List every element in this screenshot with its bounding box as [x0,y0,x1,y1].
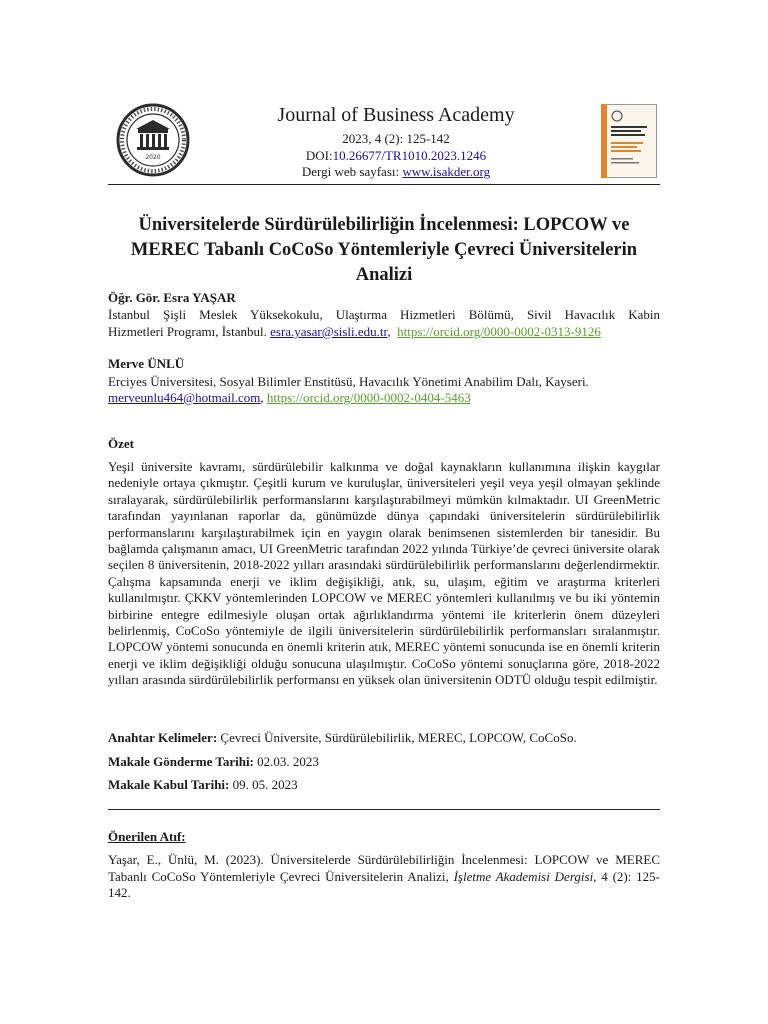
journal-doi [190,148,602,164]
author-2-contact [108,389,660,406]
doi-label: DOI: [305,148,333,163]
author-2-name: Merve ÜNLÜ [108,356,185,371]
citation-text-after: 4 (2): 125-142. [108,868,660,900]
author-2-email-link[interactable]: merveunlu464@hotmail.com [108,390,261,405]
acceptance-date [108,777,660,793]
author-1-affiliation-cont: Hizmetleri Programı, İstanbul. [108,324,271,339]
website-link[interactable]: www.isakder.org [402,164,491,179]
author-1-email-link[interactable]: esra.yasar@sisli.edu.tr [270,324,388,339]
acceptance-label: Makale Kabul Tarihi: [108,777,233,792]
journal-cover-thumbnail [601,104,657,178]
section-divider [108,809,660,810]
submission-date [108,754,660,770]
journal-logo [116,103,190,177]
journal-website [190,164,602,180]
author-2-separator: , [260,390,267,405]
article-title: Üniversitelerde Sürdürülebilirliğin İncelenmesi: LOPCOW ve MEREC Tabanlı CoCoSo Yöntemleriyle Çevreci Üniversitelerin Analizi [130,215,638,285]
doi-link[interactable]: 10.26677/TR1010.2023.1246 [332,148,487,163]
author-1-separator: , [387,324,398,339]
svg-text:2020: 2020 [145,154,161,161]
citation-text-before: Yaşar, E., Ünlü, M. (2023). Üniversitelerde Sürdürülebilirliğin İncelenmesi: LOPCOW ve MEREC Tabanlı CoCoSo Yöntemleriyle Çevreci Üniversitelerin Analizi, [108,852,660,884]
author-1-name: Öğr. Gör. Esra YAŞAR [108,290,236,305]
abstract-heading: Özet [108,436,134,451]
author-1-affiliation: İstanbul Şişli Meslek Yüksekokulu, Ulaştırma Hizmetleri Bölümü, Sivil Havacılık Kabin [108,307,660,322]
citation-journal: İşletme Akademisi Dergisi, [453,868,597,884]
abstract-text: Yeşil üniversite kavramı, sürdürülebilir kalkınma ve doğal kaynakların kullanımına ilişkin kaygılar nedeniyle ortaya çıkmıştır. Çeşitli kurum ve kuruluşlar, üniversiteleri yeşil veya yeşil olmayan şeklinde sıralayarak, sürdürülebilirlik performanslarını karşılaştırabilmeyi mümkün kılmaktadır. UI GreenMetric tarafından yayınlanan raporlar da, günümüzde dünya çapındaki üniversitelerin sürdürülebilirlik performanslarını karşılaştırabilmek için en yaygın olarak benimsenen sistemlerden bir tanesidir. Bu bağlamda çalışmanın amacı, UI GreenMetric tarafından 2022 yılında Türkiye’de çevreci üniversite olarak seçilen 8 üniversitenin, 2018-2022 yılları arasındaki sürdürülebilirlik performanslarını değerlendirmektir. Çalışma kapsamında enerji ve iklim değişikliği, atık, su, ulaşım, eğitim ve araştırma kriterleri kullanılmıştır. ÇKKV yöntemlerinden LOPCOW ve MEREC yöntemleri kullanılmış ve bu iki yöntemin birbirine entegre edilmesiyle oluşan ortak ağırlıklandırma yöntemi ile kriterlerin önem düzeyleri belirlenmiş, CoCoSo yöntemiyle de ilgili üniversitelerin sürdürülebilirlik performansları sıralanmıştır. LOPCOW yöntemi sonucunda en önemli kriterin atık, MEREC yöntemi sonucunda ise en önemli kriterin enerji ve iklim değişikliği olduğu sonucuna ulaşılmıştır. CoCoSo yöntemi sonuçlarına göre, 2018-2022 yılları arasında sürdürülebilirlik performansı en yüksek olan üniversitenin ODTÜ olduğu tespit edilmiştir. [108,459,660,688]
header-divider [108,184,660,185]
author-2-affiliation: Erciyes Üniversitesi, Sosyal Bilimler Enstitüsü, Havacılık Yönetimi Anabilim Dalı, Kayseri. [108,374,589,389]
citation-text [108,852,660,902]
author-1-orcid-link[interactable]: https://orcid.org/0000-0002-0313-9126 [397,324,601,339]
keywords-value: Çevreci Üniversite, Sürdürülebilirlik, MEREC, LOPCOW, CoCoSo. [220,730,577,745]
author-2-orcid-link[interactable]: https://orcid.org/0000-0002-0404-5463 [266,390,471,405]
keywords-label: Anahtar Kelimeler: [108,730,221,745]
keywords [108,730,660,746]
submission-value: 02.03. 2023 [257,754,319,769]
web-label: Dergi web sayfası: [301,164,403,179]
citation-heading: Önerilen Atıf: [108,829,186,844]
submission-label: Makale Gönderme Tarihi: [108,754,258,769]
journal-title: Journal of Business Academy [277,104,515,126]
acceptance-value: 09. 05. 2023 [232,777,298,792]
author-1-contact [108,323,660,340]
journal-issue: 2023, 4 (2): 125-142 [342,131,450,146]
